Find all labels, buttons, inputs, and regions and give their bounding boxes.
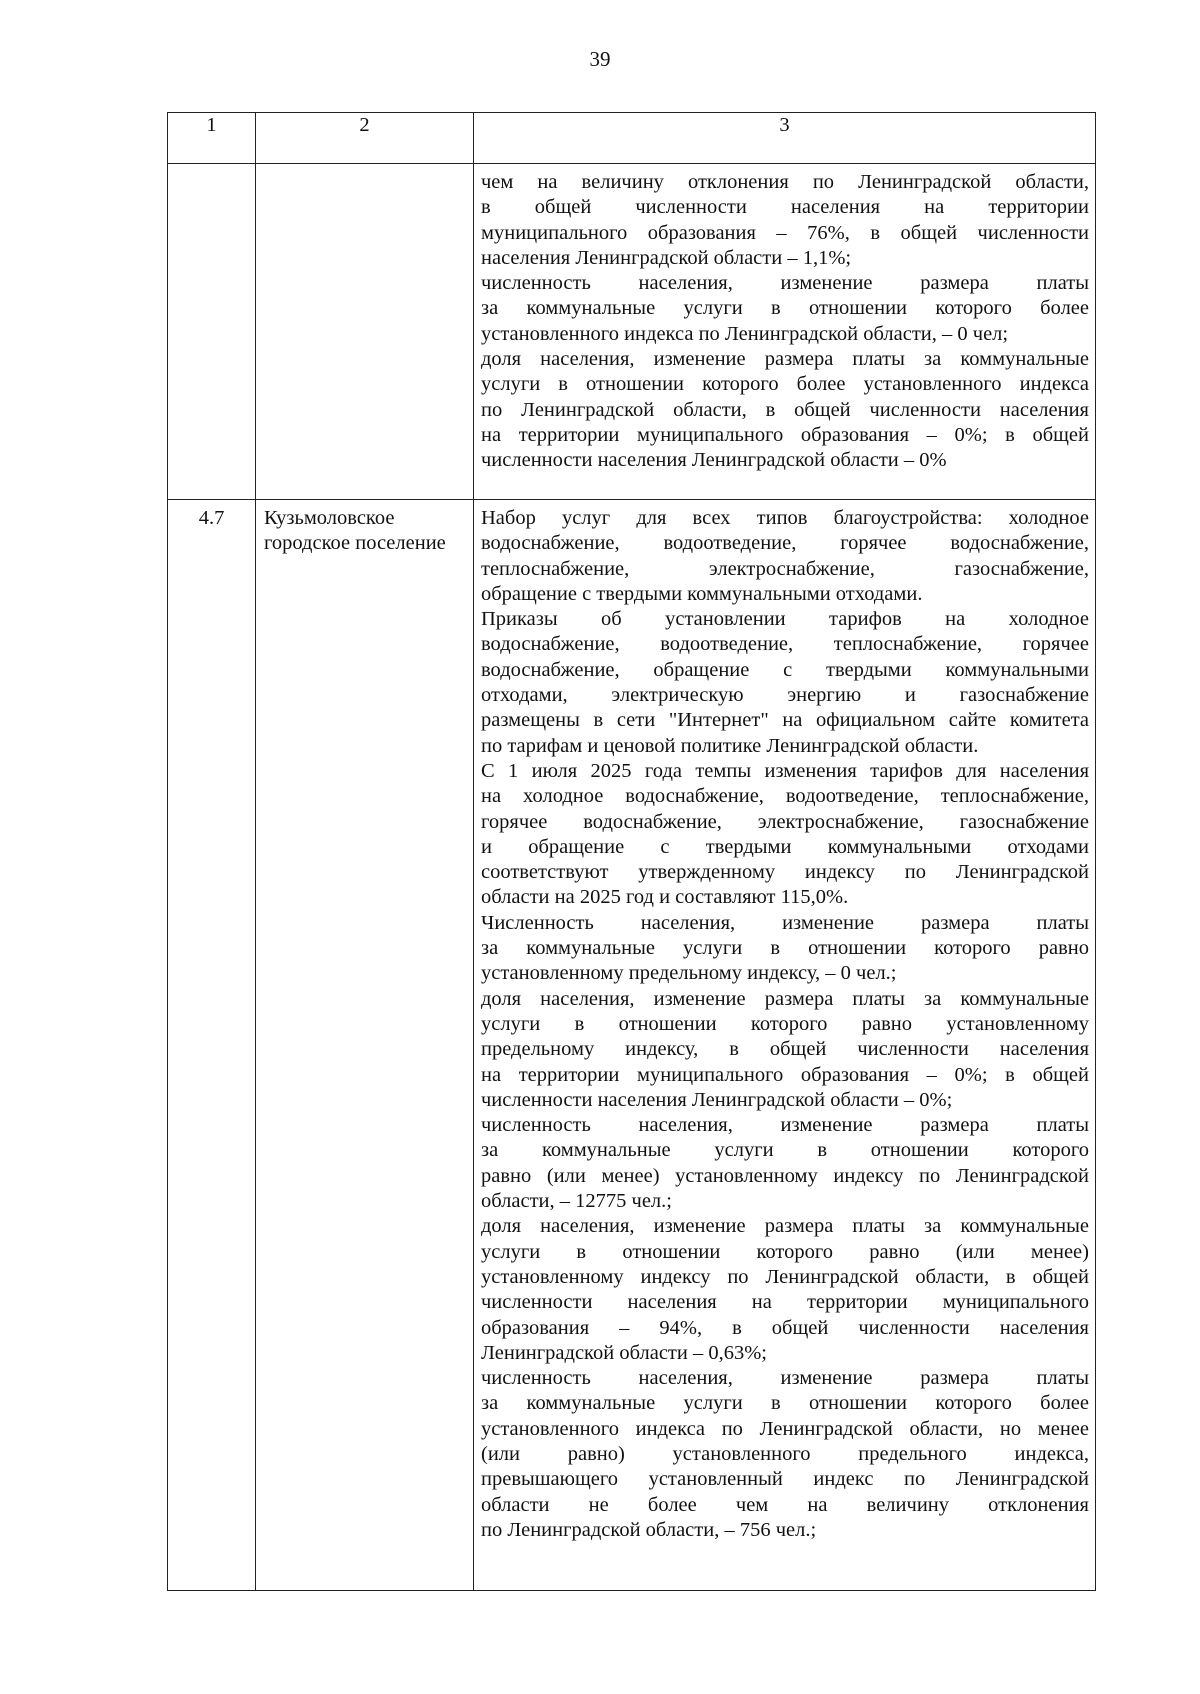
text-line: Ленинградской области – 0,63%; [481,1341,767,1364]
text-line: доля населения, изменение размера платы за коммунальные [481,348,1089,371]
text-line: чем на величину отклонения по Ленинградской области, [481,171,1089,193]
text-line: равно (или менее) установленному индексу по Ленинградской [481,1164,1089,1187]
text-line: установленного индекса по Ленинградской области, – 0 чел; [481,322,1009,345]
municipality-name-cell [256,500,474,1591]
text-line: численность населения, изменение размера платы [481,1367,1089,1390]
text-line: области, – 12775 чел.; [481,1190,672,1213]
text-line: населения Ленинградской области – 1,1%; [481,246,852,269]
table-header-row [168,113,1096,164]
municipality-name-line: городское поселение [264,532,446,555]
text-line: водоснабжение, водоотведение, горячее водоснабжение, [481,532,1089,555]
text-line: размещены в сети "Интернет" на официальном сайте комитета [481,709,1089,732]
text-line: численность населения, изменение размера платы [481,272,1089,295]
text-line: превышающего установленный индекс по Ленинградской [481,1468,1089,1491]
text-line: услуги в отношении которого более установленного индекса [481,373,1089,396]
description-text [481,506,1089,1543]
text-line: Набор услуг для всех типов благоустройства: холодное [481,507,1089,529]
document-table [167,112,1096,1591]
text-line: водоснабжение, водоотведение, теплоснабжение, горячее [481,633,1089,656]
text-line: Приказы об установлении тарифов на холодное [481,608,1089,631]
text-line: за коммунальные услуги в отношении которого более [481,1392,1089,1415]
text-line: по тарифам и ценовой политике Ленинградской области. [481,734,979,757]
description-cell [474,164,1096,500]
text-line: численность населения, изменение размера платы [481,1114,1089,1137]
text-line: доля населения, изменение размера платы за коммунальные [481,987,1089,1010]
text-line: теплоснабжение, электроснабжение, газоснабжение, [481,557,1089,580]
text-line: на территории муниципального образования – 0%; в общей [481,1063,1089,1086]
header-cell-2: 2 [256,113,474,164]
table-row [168,500,1096,1591]
text-line: соответствуют утвержденному индексу по Ленинградской [481,861,1089,884]
text-line: Численность населения, изменение размера платы [481,911,1089,934]
text-line: услуги в отношении которого равно установленному [481,1012,1089,1035]
text-line: водоснабжение, обращение с твердыми коммунальными [481,658,1089,681]
text-line: на холодное водоснабжение, водоотведение, теплоснабжение, [481,785,1089,808]
header-cell-1: 1 [168,113,256,164]
text-line: в общей численности населения на территории [481,196,1089,219]
text-line: установленному предельному индексу, – 0 чел.; [481,962,897,985]
text-line: за коммунальные услуги в отношении которого более [481,297,1089,320]
text-line: образования – 94%, в общей численности населения [481,1316,1089,1339]
text-line: численности населения Ленинградской области – 0%; [481,1088,953,1111]
header-cell-3: 3 [474,113,1096,164]
page-number: 39 [589,47,611,71]
text-line: (или равно) установленного предельного индекса, [481,1442,1089,1465]
text-line: предельному индексу, в общей численности населения [481,1038,1089,1061]
text-line: и обращение с твердыми коммунальными отходами [481,835,1089,858]
row-number-cell [168,164,256,500]
text-line: услуги в отношении которого равно (или менее) [481,1240,1089,1263]
municipality-name-line: Кузьмоловское [264,507,395,529]
text-line: горячее водоснабжение, электроснабжение, газоснабжение [481,810,1089,833]
text-line: численности населения Ленинградской области – 0% [481,449,947,472]
text-line: С 1 июля 2025 года темпы изменения тарифов для населения [481,759,1089,782]
text-line: за коммунальные услуги в отношении которого равно [481,937,1089,960]
text-line: по Ленинградской области, – 756 чел.; [481,1518,817,1541]
description-text [481,170,1089,474]
row-number-cell: 4.7 [168,500,256,1591]
text-line: доля населения, изменение размера платы за коммунальные [481,1215,1089,1238]
text-line: муниципального образования – 76%, в общей численности [481,221,1089,244]
text-line: за коммунальные услуги в отношении которого [481,1139,1089,1162]
text-line: области не более чем на величину отклонения [481,1493,1089,1516]
text-line: численности населения на территории муниципального [481,1291,1089,1314]
description-cell [474,500,1096,1591]
text-line: на территории муниципального образования – 0%; в общей [481,423,1089,446]
municipality-name-cell [256,164,474,500]
text-line: по Ленинградской области, в общей численности населения [481,398,1089,421]
text-line: установленного индекса по Ленинградской области, но менее [481,1417,1089,1440]
text-line: установленному индексу по Ленинградской области, в общей [481,1265,1089,1288]
table-row [168,164,1096,500]
text-line: области на 2025 год и составляют 115,0%. [481,886,849,909]
text-line: обращение с твердыми коммунальными отходами. [481,582,923,605]
text-line: отходами, электрическую энергию и газоснабжение [481,684,1089,707]
